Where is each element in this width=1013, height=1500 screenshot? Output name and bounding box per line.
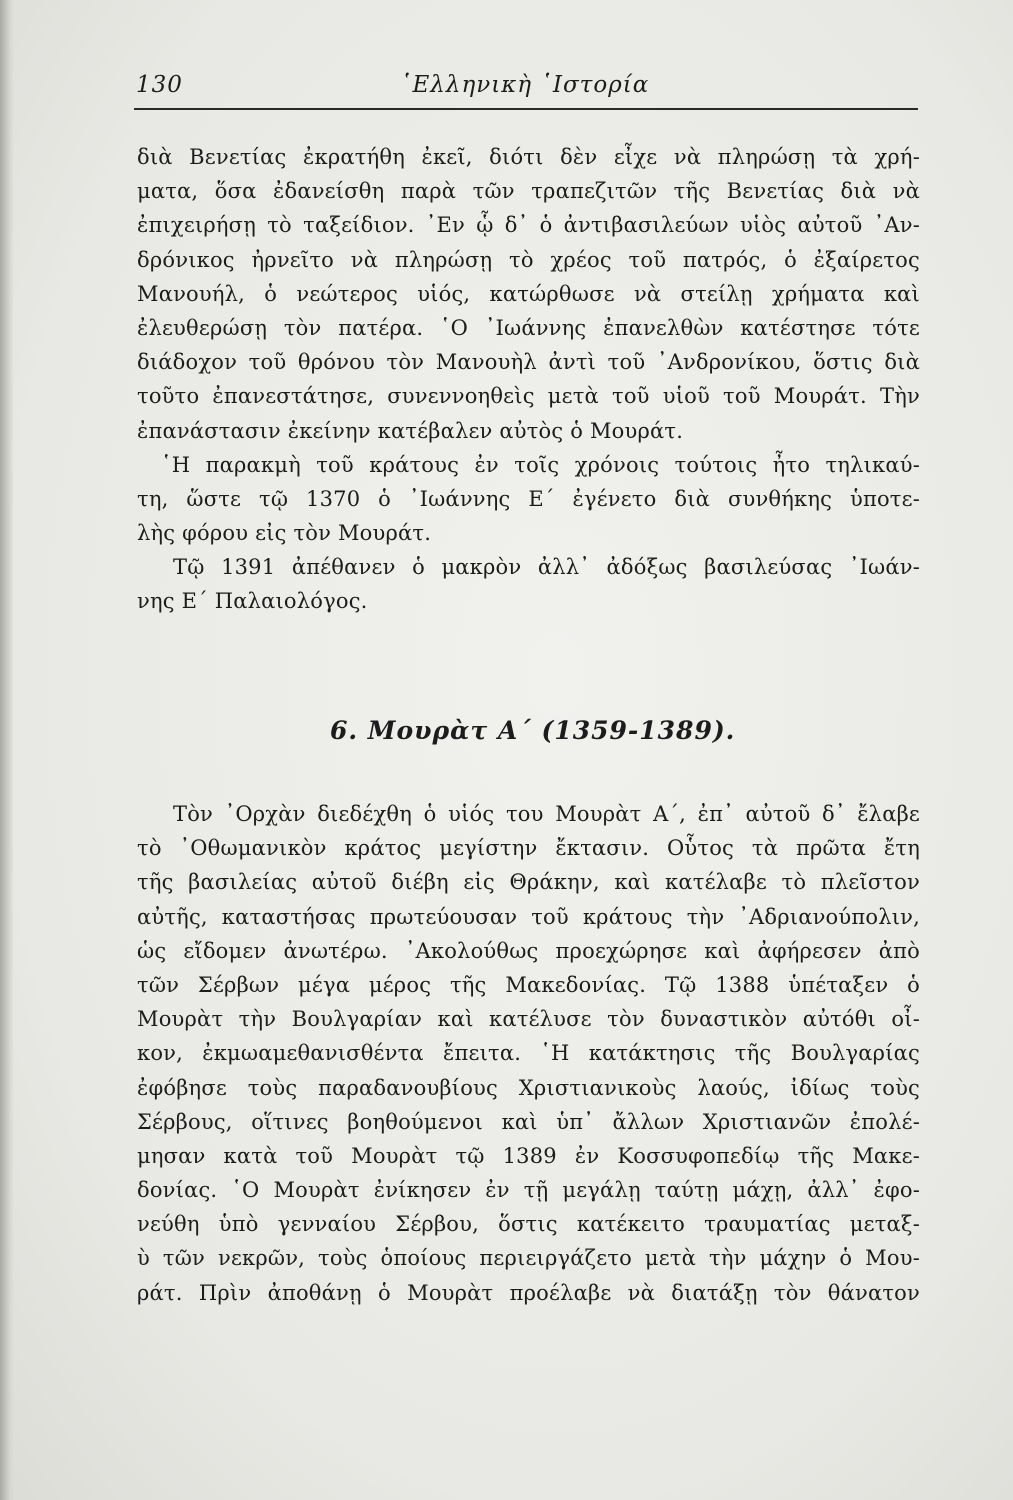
body-text-block-1	[137, 140, 920, 619]
text-line-paragraph-start: Τὸν ᾿Ορχὰν διεδέχθη ὁ υἱός του Μουρὰτ Α΄, ἐπ᾿ αὐτοῦ δ᾿ ἔλαβε	[173, 802, 920, 826]
text-line: ὺ τῶν νεκρῶν, τοὺς ὁποίους περιειργάζετο μετὰ τὴν μάχην ὁ Μου-	[137, 1246, 920, 1271]
text-line: δονίας. ῾Ο Μουρὰτ ἐνίκησεν ἐν τῇ μεγάλῃ ταύτῃ μάχῃ, ἀλλ᾿ ἐφο-	[137, 1178, 920, 1203]
body-text-block-2	[137, 797, 920, 1310]
text-line: ἐλευθερώσῃ τὸν πατέρα. ῾Ο ᾿Ιωάννης ἐπανελθὼν κατέστησε τότε	[137, 315, 920, 340]
text-line: ἐπανάστασιν ἐκείνην κατέβαλεν αὐτὸς ὁ Μουράτ.	[137, 418, 684, 443]
text-line: ἐπιχειρήσῃ τὸ ταξείδιον. ᾿Εν ᾧ δ᾿ ὁ ἀντιβασιλεύων υἱὸς αὐτοῦ ᾿Αν-	[137, 213, 920, 238]
text-line: τῶν Σέρβων μέγα μέρος τῆς Μακεδονίας. Τῷ 1388 ὑπέταξεν ὁ	[137, 972, 920, 997]
text-line: ράτ. Πρὶν ἀποθάνῃ ὁ Μουρὰτ προέλαβε νὰ διατάξῃ τὸν θάνατον	[137, 1280, 920, 1305]
text-line: διὰ Βενετίας ἐκρατήθη ἐκεῖ, διότι δὲν εἶχε νὰ πληρώσῃ τὰ χρή-	[137, 145, 920, 169]
running-header	[136, 70, 916, 110]
text-line: νης Ε΄ Παλαιολόγος.	[137, 589, 368, 614]
text-line: τη, ὥστε τῷ 1370 ὁ ᾿Ιωάννης Ε΄ ἐγένετο διὰ συνθήκης ὑποτε-	[137, 486, 920, 511]
text-line: Σέρβους, οἵτινες βοηθούμενοι καὶ ὑπ᾿ ἄλλων Χριστιανῶν ἐπολέ-	[137, 1109, 920, 1134]
text-line-paragraph-start: ῾Η παρακμὴ τοῦ κράτους ἐν τοῖς χρόνοις τούτοις ἦτο τηλικαύ-	[161, 452, 920, 477]
header-rule	[134, 108, 918, 110]
section-heading: 6. Μουρὰτ Α΄ (1359-1389).	[330, 716, 736, 745]
text-line: μησαν κατὰ τοῦ Μουρὰτ τῷ 1389 ἐν Κοσσυφοπεδίῳ τῆς Μακε-	[137, 1143, 920, 1168]
text-line: Μουρὰτ τὴν Βουλγαρίαν καὶ κατέλυσε τὸν δυναστικὸν αὐτόθι οἶ-	[137, 1007, 920, 1032]
running-title: ῾Ελληνικὴ ῾Ιστορία	[400, 72, 650, 98]
text-line: τὸ ᾿Οθωμανικὸν κράτος μεγίστην ἔκτασιν. Οὗτος τὰ πρῶτα ἔτη	[137, 836, 920, 861]
text-line: αὐτῆς, καταστήσας πρωτεύουσαν τοῦ κράτους τὴν ᾿Αδριανούπολιν,	[137, 904, 920, 929]
text-line: Μανουήλ, ὁ νεώτερος υἱός, κατώρθωσε νὰ στείλῃ χρήματα καὶ	[137, 281, 920, 306]
text-line: τῆς βασιλείας αὐτοῦ διέβη εἰς Θράκην, καὶ κατέλαβε τὸ πλεῖστον	[137, 870, 920, 895]
text-line: διάδοχον τοῦ θρόνου τὸν Μανουὴλ ἀντὶ τοῦ ᾿Ανδρονίκου, ὅστις διὰ	[137, 350, 920, 375]
text-line: ὡς εἴδομεν ἀνωτέρω. ᾿Ακολούθως προεχώρησε καὶ ἀφήρεσεν ἀπὸ	[137, 938, 920, 963]
text-line: ἐφόβησε τοὺς παραδανουβίους Χριστιανικοὺς λαούς, ἰδίως τοὺς	[137, 1075, 920, 1100]
text-line: κον, ἐκμωαμεθανισθέντα ἔπειτα. ῾Η κατάκτησις τῆς Βουλγαρίας	[137, 1041, 920, 1066]
text-line: τοῦτο ἐπανεστάτησε, συνεννοηθεὶς μετὰ τοῦ υἱοῦ τοῦ Μουράτ. Τὴν	[137, 384, 920, 409]
page-binding-shadow	[0, 0, 14, 1500]
text-line: λὴς φόρου εἰς τὸν Μουράτ.	[137, 521, 432, 546]
text-line-paragraph-start: Τῷ 1391 ἀπέθανεν ὁ μακρὸν ἀλλ᾿ ἀδόξως βασιλεύσας ᾿Ιωάν-	[173, 555, 920, 580]
text-line: ματα, ὅσα ἐδανείσθη παρὰ τῶν τραπεζιτῶν τῆς Βενετίας διὰ νὰ	[137, 179, 920, 204]
text-line: δρόνικος ἠρνεῖτο νὰ πληρώσῃ τὸ χρέος τοῦ πατρός, ὁ ἐξαίρετος	[137, 247, 920, 272]
text-line: νεύθη ὑπὸ γενναίου Σέρβου, ὅστις κατέκειτο τραυματίας μεταξ-	[137, 1212, 920, 1237]
page-number: 130	[136, 72, 183, 98]
